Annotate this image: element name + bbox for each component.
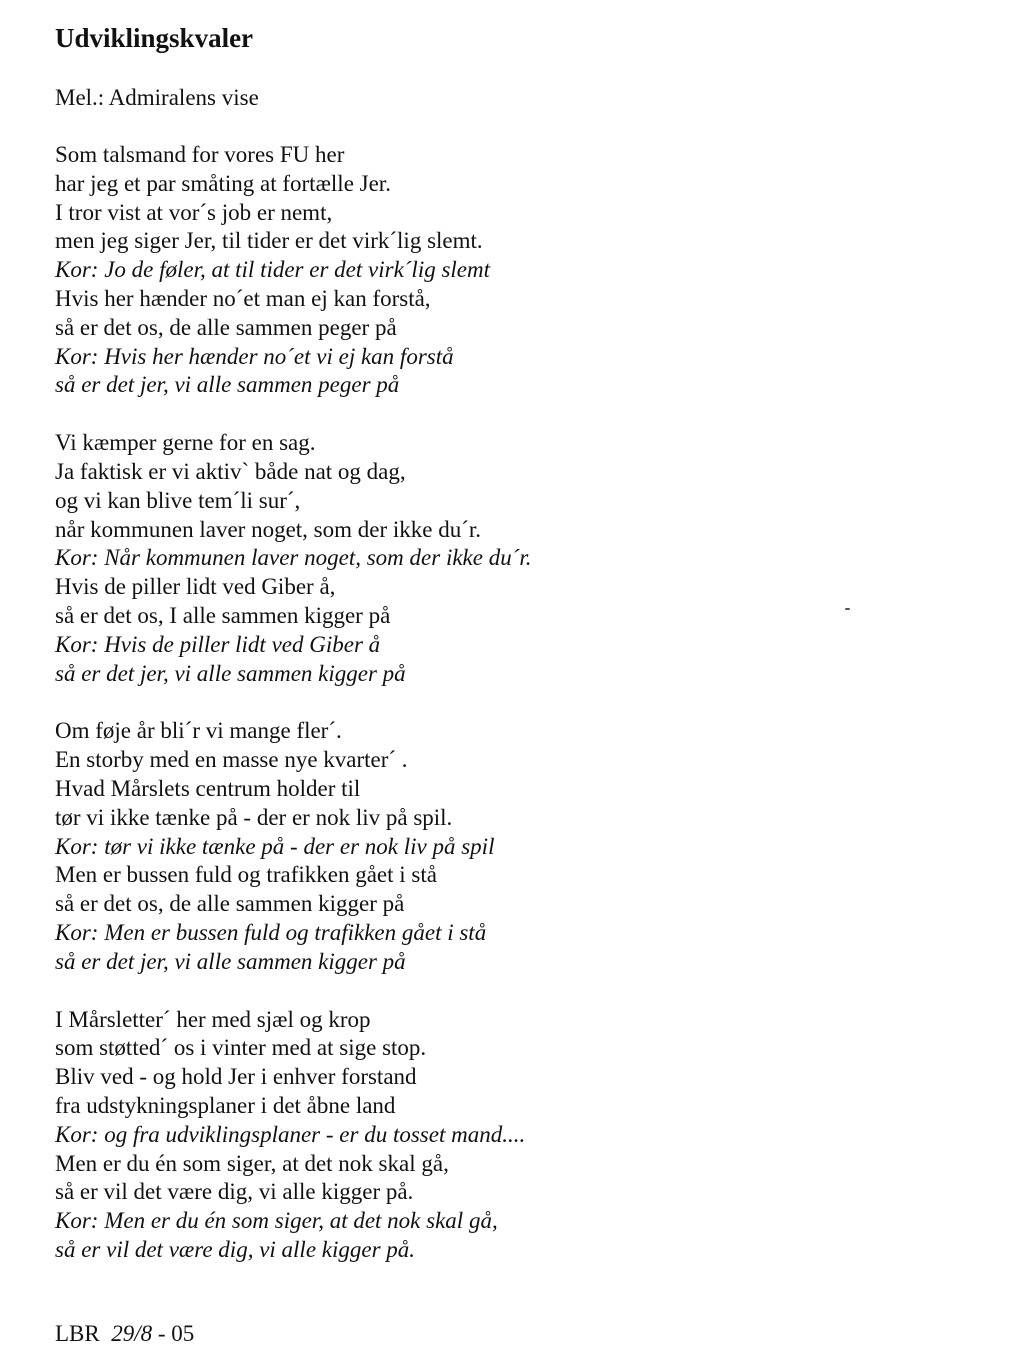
chorus-line: Kor: Men er bussen fuld og trafikken gået i stå: [55, 919, 487, 945]
verse-line: I tror vist at vor´s job er nemt,: [55, 199, 333, 225]
song-sheet: [55, 18, 1015, 1265]
verse-line: Om føje år bli´r vi mange fler´.: [55, 718, 342, 744]
verse-line: Bliv ved - og hold Jer i enhver forstand: [55, 1064, 417, 1090]
verse-line: Hvis her hænder no´et man ej kan forstå,: [55, 285, 431, 311]
verse-line: Som talsmand for vores FU her: [55, 142, 345, 167]
chorus-line: så er det jer, vi alle sammen peger på: [55, 372, 400, 398]
verse-line: Men er bussen fuld og trafikken gået i stå: [55, 862, 437, 888]
verse-4: [55, 1006, 1015, 1265]
verse-line: tør vi ikke tænke på - der er nok liv på spil.: [55, 804, 453, 830]
verse-line: En storby med en masse nye kvarter´ .: [55, 747, 408, 773]
melody-line: Mel.: Admiralens vise: [55, 85, 259, 110]
chorus-line: så er vil det være dig, vi alle kigger på.: [55, 1236, 416, 1262]
song-title: Udviklingskvaler: [55, 23, 254, 53]
chorus-line: Kor: og fra udviklingsplaner - er du tosset mand....: [55, 1121, 526, 1147]
chorus-line: Kor: Men er du én som siger, at det nok skal gå,: [55, 1208, 498, 1234]
verse-line: har jeg et par småting at fortælle Jer.: [55, 170, 391, 196]
verse-line: Vi kæmper gerne for en sag.: [55, 430, 316, 456]
signature-date-day-month: 29/8: [111, 1321, 153, 1346]
chorus-line: Kor: Hvis her hænder no´et vi ej kan forstå: [55, 343, 454, 369]
chorus-line: Kor: Hvis de piller lidt ved Giber å: [55, 631, 381, 657]
verse-3: [55, 717, 1015, 976]
verse-line: når kommunen laver noget, som der ikke du´r.: [55, 516, 482, 542]
verse-line: men jeg siger Jer, til tider er det virk´lig slemt.: [55, 228, 483, 254]
verse-1: [55, 141, 1015, 400]
verse-2: [55, 429, 1015, 688]
verse-line: Hvis de piller lidt ved Giber å,: [55, 574, 336, 600]
verse-line: Ja faktisk er vi aktiv` både nat og dag,: [55, 458, 406, 484]
verse-line: I Mårsletter´ her med sjæl og krop: [55, 1006, 371, 1032]
chorus-line: Kor: Når kommunen laver noget, som der ikke du´r.: [55, 545, 532, 571]
scan-speck: [845, 608, 850, 610]
verse-line: Men er du én som siger, at det nok skal gå,: [55, 1150, 449, 1176]
signature-date-year: - 05: [157, 1321, 195, 1346]
signature: [55, 1319, 194, 1348]
verse-line: Hvad Mårslets centrum holder til: [55, 775, 361, 801]
chorus-line: Kor: tør vi ikke tænke på - der er nok liv på spil: [55, 833, 495, 859]
verses-container: [55, 141, 1015, 1265]
signature-initials: LBR: [55, 1321, 100, 1346]
chorus-line: så er det jer, vi alle sammen kigger på: [55, 948, 406, 974]
verse-line: fra udstykningsplaner i det åbne land: [55, 1092, 396, 1118]
verse-line: så er det os, de alle sammen kigger på: [55, 891, 405, 917]
verse-line: så er det os, I alle sammen kigger på: [55, 602, 391, 628]
verse-line: så er det os, de alle sammen peger på: [55, 314, 397, 340]
verse-line: så er vil det være dig, vi alle kigger på.: [55, 1179, 414, 1205]
chorus-line: Kor: Jo de føler, at til tider er det virk´lig slemt: [55, 257, 491, 283]
chorus-line: så er det jer, vi alle sammen kigger på: [55, 660, 406, 686]
verse-line: som støtted´ os i vinter med at sige stop.: [55, 1035, 427, 1061]
verse-line: og vi kan blive tem´li sur´,: [55, 487, 301, 513]
